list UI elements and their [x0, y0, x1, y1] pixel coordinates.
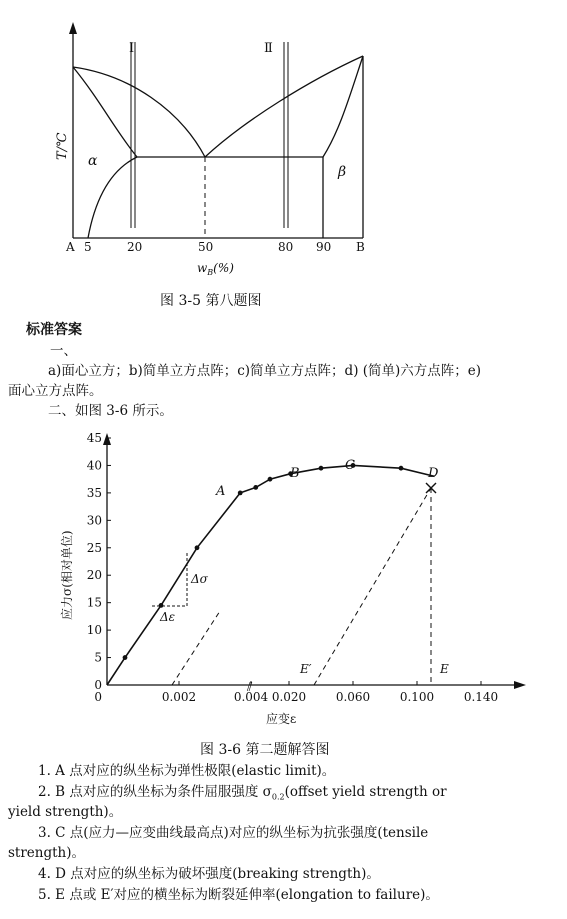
- ss-x-tick-label: 0.002: [161, 690, 197, 704]
- ss-x-tick-label: 0.060: [335, 690, 371, 704]
- label-alpha: α: [88, 153, 98, 169]
- phase-y-label: T/℃: [55, 132, 70, 160]
- tick-80: 80: [278, 240, 294, 254]
- ss-x-tick-label: 0.020: [271, 690, 307, 704]
- ss-y-tick-label: 35: [86, 485, 102, 500]
- ss-y-tick-label: 10: [86, 623, 102, 638]
- ss-data-point: [159, 603, 164, 608]
- label-C: C: [345, 458, 355, 473]
- phase-y-arrow-icon: [69, 22, 77, 34]
- section-2-label: 二、如图 3-6 所示。: [48, 403, 173, 419]
- note-5: 5. E 点或 E′对应的横坐标为断裂延伸率(elongation to failure)。: [38, 887, 439, 903]
- unload-line: [314, 488, 431, 685]
- ss-data-points: [123, 463, 404, 660]
- ss-x-arrow-icon: [514, 681, 526, 689]
- tick-50: 50: [198, 240, 214, 254]
- ss-data-point: [268, 477, 273, 482]
- note-1: 1. A 点对应的纵坐标为弹性极限(elastic limit)。: [38, 763, 336, 779]
- solidus-right: [323, 56, 363, 157]
- elastic-curve: [107, 493, 240, 685]
- stress-strain-chart: [0, 425, 567, 735]
- ss-data-point: [319, 466, 324, 471]
- note-2-cont: yield strength)。: [8, 804, 123, 820]
- ss-x-tick-label: 0.004: [233, 690, 269, 704]
- section-1-line-1: a)面心立方；b)简单立方点阵；c)简单立方点阵；d) (简单)六方点阵；e): [48, 363, 482, 379]
- solvus-left: [88, 157, 137, 238]
- tick-20: 20: [127, 240, 143, 254]
- liquidus-left: [73, 67, 205, 157]
- ss-y-label: 应力σ(相对单位): [60, 530, 74, 620]
- section-1-label: 一、: [50, 343, 77, 359]
- ss-data-point: [195, 545, 200, 550]
- tick-B: B: [356, 240, 365, 254]
- note-2: 2. B 点对应的纵坐标为条件屈服强度 $\sigma_{0.2}(offset$ yield strength or: [38, 784, 447, 802]
- note-3: 3. C 点(应力—应变曲线最高点)对应的纵坐标为抗张强度(tensile: [38, 825, 429, 841]
- solidus-left: [73, 67, 137, 157]
- tick-90: 90: [316, 240, 332, 254]
- ss-y-tick-label: 5: [94, 650, 102, 665]
- offset-line: [172, 611, 220, 685]
- ss-y-tick-label: 20: [86, 568, 102, 583]
- label-E-prime: E′: [300, 662, 312, 676]
- label-E: E: [440, 662, 449, 676]
- label-delta-sigma: Δσ: [191, 572, 208, 586]
- ss-y-tick-label: 40: [86, 458, 102, 473]
- label-B: B: [290, 466, 300, 481]
- section-1-line-2: 面心立方点阵。: [8, 383, 103, 399]
- ss-x-tick-label: 0.140: [463, 690, 499, 704]
- label-alloy-II: Ⅱ: [264, 41, 273, 56]
- note-4: 4. D 点对应的纵坐标为破坏强度(breaking strength)。: [38, 866, 380, 882]
- label-alloy-I: Ⅰ: [129, 41, 135, 56]
- ss-y-tick-label: 25: [86, 540, 102, 555]
- ss-data-point: [253, 485, 258, 490]
- label-D: D: [428, 466, 439, 481]
- fig36-caption: 图 3-6 第二题解答图: [200, 742, 330, 758]
- phase-x-label: $w_B(\%)$: [197, 261, 234, 277]
- ss-y-arrow-icon: [103, 433, 111, 445]
- label-delta-eps: Δε: [160, 610, 176, 624]
- ss-y-tick-label: 15: [86, 595, 102, 610]
- ss-y-tick-label: 30: [86, 513, 102, 528]
- ss-data-point: [399, 466, 404, 471]
- label-A: A: [216, 484, 226, 499]
- ss-x-tick-label: 0.100: [399, 690, 435, 704]
- ss-y-tick-label: 0: [94, 678, 102, 692]
- answer-heading: 标准答案: [26, 322, 82, 338]
- ss-origin-label: 0: [94, 690, 102, 704]
- fig35-caption: 图 3-5 第八题图: [160, 293, 262, 309]
- phase-diagram: [0, 0, 567, 280]
- label-beta: β: [338, 164, 347, 180]
- axis-break-icon: ⫽: [247, 680, 253, 694]
- ss-data-point: [238, 490, 243, 495]
- ss-y-tick-label: 45: [86, 431, 102, 445]
- tick-A: A: [66, 240, 75, 254]
- tick-5: 5: [84, 240, 92, 254]
- note-3-cont: strength)。: [8, 845, 86, 861]
- ss-data-point: [123, 655, 128, 660]
- ss-x-label: 应变ε: [266, 712, 297, 726]
